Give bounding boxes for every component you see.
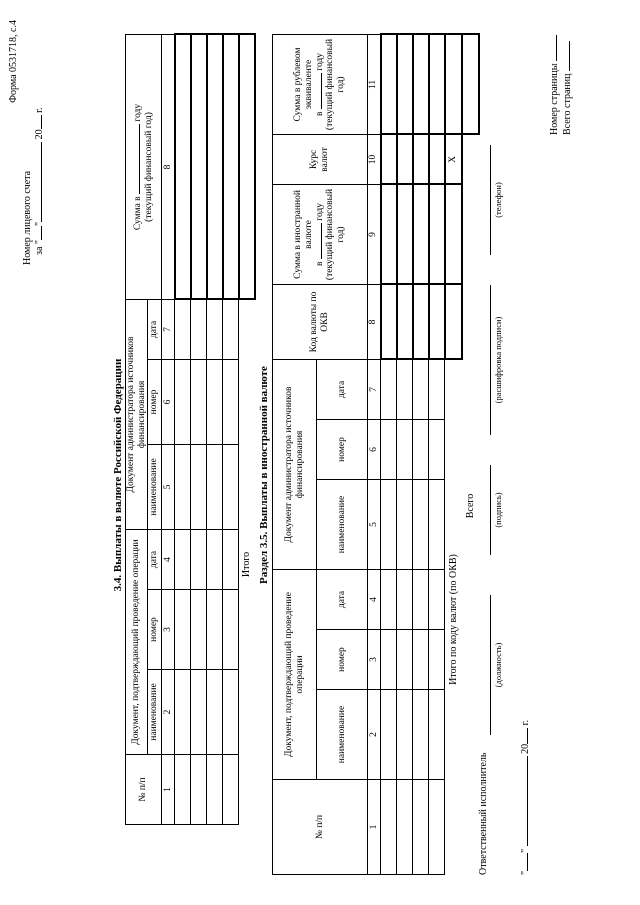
year-suffix: г. — [34, 107, 45, 113]
s35-rub-cell[interactable] — [413, 34, 429, 134]
s34-sum-label: Сумма в — [133, 196, 143, 231]
s35-colnum: 3 — [368, 630, 381, 690]
s35-data-cell[interactable] — [381, 690, 397, 780]
s34-data-cell[interactable] — [191, 359, 207, 444]
account-period-line — [22, 5, 34, 265]
s34-header-admin-name: наименование — [148, 444, 162, 529]
date-year-blank[interactable] — [527, 728, 528, 744]
responsible-label: Ответственный исполнитель — [478, 752, 489, 875]
s34-header-admin-number: номер — [148, 359, 162, 444]
s35-rub-cell[interactable] — [397, 34, 413, 134]
s34-sum-cell[interactable] — [191, 34, 207, 299]
date-day-blank[interactable] — [527, 853, 528, 871]
s35-okv-cell[interactable] — [429, 284, 445, 359]
s35-header-doc-admin: Документ администратора источников финансирования — [273, 359, 317, 569]
s35-header-sum-foreign — [273, 184, 368, 284]
total-pages-row — [562, 5, 574, 135]
s35-data-cell[interactable] — [381, 630, 397, 690]
signature-caption: (подпись) — [493, 492, 503, 528]
s35-data-cell[interactable] — [413, 359, 429, 419]
s35-data-cell[interactable] — [397, 419, 413, 479]
decode-caption: (расшифровка подписи) — [493, 316, 503, 404]
s35-colnum: 4 — [368, 569, 381, 629]
s34-header-doc-op: Документ, подтверждающий проведение операции — [126, 529, 148, 754]
s35-data-cell[interactable] — [429, 479, 445, 569]
position-line[interactable] — [490, 595, 491, 735]
s35-rate-cell[interactable] — [413, 134, 429, 184]
s35-data-cell[interactable] — [397, 780, 413, 875]
s34-data-cell[interactable] — [191, 670, 207, 755]
s34-sum-cell[interactable] — [175, 34, 191, 299]
s35-header-admin-date: дата — [317, 359, 368, 419]
footer-date-line — [520, 575, 532, 875]
phone-line[interactable] — [490, 145, 491, 255]
s35-data-cell[interactable] — [381, 359, 397, 419]
s34-sum-cell[interactable] — [207, 34, 223, 299]
s34-header-date: дата — [148, 529, 162, 589]
s34-data-cell[interactable] — [207, 590, 223, 670]
s35-data-cell[interactable] — [397, 569, 413, 629]
s35-header-num: № п/п — [273, 780, 368, 875]
s35-data-cell[interactable] — [429, 780, 445, 875]
s35-okv-cell[interactable] — [397, 284, 413, 359]
s35-total-rub-cell[interactable] — [445, 34, 462, 134]
s35-foreign-cell[interactable] — [397, 184, 413, 284]
total-pages-label: Всего страниц — [562, 73, 573, 135]
s35-data-cell[interactable] — [413, 780, 429, 875]
s35-header-doc-op: Документ, подтверждающий проведение операции — [273, 569, 317, 779]
s35-rate-cell[interactable] — [381, 134, 397, 184]
s35-foreign-cell[interactable] — [429, 184, 445, 284]
account-label: Номер лицевого счета — [22, 170, 33, 265]
s35-total-okv-label: Итого по коду валют (по ОКВ) — [447, 554, 459, 685]
month-blank[interactable] — [41, 142, 42, 222]
page-number-label: Номер страницы — [549, 63, 560, 135]
s34-data-cell[interactable] — [223, 359, 239, 444]
s35-foreign-cell[interactable] — [381, 184, 397, 284]
form-code: Форма 0531718, с.4 — [8, 20, 19, 103]
s34-data-cell[interactable] — [191, 590, 207, 670]
s34-total-cell[interactable] — [239, 34, 255, 299]
s34-year-blank[interactable] — [139, 124, 140, 194]
s34-data-cell[interactable] — [223, 590, 239, 670]
position-caption: (должность) — [493, 642, 503, 688]
s34-sum-sub: (текущий финансовый год) — [143, 112, 154, 222]
s35-sum-foreign-year: году — [314, 202, 325, 221]
s35-data-cell[interactable] — [413, 479, 429, 569]
s34-data-cell[interactable] — [207, 299, 223, 359]
s35-header-admin-name: наименование — [317, 479, 368, 569]
s34-colnum: 7 — [162, 299, 175, 359]
s35-total-x: X — [445, 134, 462, 184]
phone-caption: (телефон) — [493, 182, 503, 218]
s35-okv-cell[interactable] — [413, 284, 429, 359]
s35-colnum: 5 — [368, 479, 381, 569]
s34-colnum: 2 — [162, 670, 175, 755]
s34-data-cell[interactable] — [175, 590, 191, 670]
s35-data-cell[interactable] — [429, 569, 445, 629]
s34-data-cell[interactable] — [191, 299, 207, 359]
period-prefix: за " — [34, 240, 45, 255]
s35-data-cell[interactable] — [397, 359, 413, 419]
s35-header-admin-number: номер — [317, 419, 368, 479]
date-year-prefix: 20 — [520, 743, 531, 754]
s35-foreign-year-blank[interactable] — [321, 223, 322, 259]
s34-total-label: Итого — [241, 551, 253, 578]
s35-header-date: дата — [317, 569, 368, 629]
s34-header-admin-date: дата — [148, 299, 162, 359]
s35-data-cell[interactable] — [397, 479, 413, 569]
s35-grand-total-label: Всего — [464, 493, 476, 519]
section-34-title: 3.4. Выплаты в валюте Российской Федерации — [112, 358, 124, 592]
s35-colnum: 11 — [368, 34, 381, 134]
s35-data-cell[interactable] — [413, 630, 429, 690]
page-number-row — [549, 5, 561, 135]
s35-sum-foreign-sub: (текущий финансовый год) — [325, 188, 346, 281]
period-quote: " — [34, 221, 45, 227]
s34-data-cell[interactable] — [175, 444, 191, 529]
s34-header-name: наименование — [148, 670, 162, 755]
year-blank[interactable] — [41, 115, 42, 129]
s35-colnum: 9 — [368, 184, 381, 284]
s35-header-number: номер — [317, 630, 368, 690]
s34-sum-suffix: году — [133, 103, 143, 122]
s35-data-cell[interactable] — [413, 690, 429, 780]
s34-data-cell[interactable] — [207, 529, 223, 589]
s34-data-cell[interactable] — [223, 444, 239, 529]
s35-colnum: 1 — [368, 780, 381, 875]
s35-rub-cell[interactable] — [381, 34, 397, 134]
decode-line[interactable] — [490, 285, 491, 435]
s35-data-cell[interactable] — [381, 419, 397, 479]
s35-data-cell[interactable] — [413, 419, 429, 479]
s34-data-cell[interactable] — [175, 299, 191, 359]
s35-header-okv: Код валюты по ОКВ — [273, 284, 368, 359]
s35-foreign-cell[interactable] — [413, 184, 429, 284]
s35-header-rate: Курс валют — [273, 134, 368, 184]
s35-rate-cell[interactable] — [397, 134, 413, 184]
section-34-table — [125, 33, 256, 825]
s34-data-cell[interactable] — [207, 359, 223, 444]
s34-colnum: 1 — [162, 755, 175, 825]
s34-sum-cell[interactable] — [223, 34, 239, 299]
s35-header-name: наименование — [317, 690, 368, 780]
s35-sum-foreign-in: в — [314, 261, 325, 266]
period-line — [34, 5, 46, 255]
s35-colnum: 8 — [368, 284, 381, 359]
s35-data-cell[interactable] — [429, 630, 445, 690]
section-35-table — [272, 33, 480, 875]
s35-sum-rub-in: в — [314, 111, 325, 116]
s34-data-cell[interactable] — [207, 444, 223, 529]
s34-data-cell[interactable] — [207, 755, 223, 825]
s34-header-doc-admin: Документ администратора источников финансирования — [126, 299, 148, 529]
date-open-quote: " — [520, 870, 531, 875]
s35-sum-rub-label: Сумма в рублевом эквиваленте — [293, 47, 315, 122]
section-35-title: Раздел 3.5. Выплаты в иностранной валюте — [258, 366, 270, 584]
s35-data-cell[interactable] — [429, 690, 445, 780]
s35-header-sum-rub — [273, 34, 368, 134]
s34-colnum: 8 — [162, 34, 175, 299]
s35-data-cell[interactable] — [381, 479, 397, 569]
s35-colnum: 6 — [368, 419, 381, 479]
s34-colnum: 3 — [162, 590, 175, 670]
s34-data-cell[interactable] — [175, 755, 191, 825]
signature-line[interactable] — [490, 465, 491, 555]
s35-colnum: 7 — [368, 359, 381, 419]
s35-rate-cell[interactable] — [429, 134, 445, 184]
s35-rub-year-blank[interactable] — [321, 73, 322, 109]
s34-colnum: 4 — [162, 529, 175, 589]
s34-data-cell[interactable] — [191, 529, 207, 589]
s34-data-cell[interactable] — [223, 299, 239, 359]
s35-sum-rub-year: году — [314, 52, 325, 71]
s34-data-cell[interactable] — [175, 670, 191, 755]
s35-sum-rub-sub: (текущий финансовый год) — [325, 38, 346, 131]
s34-data-cell[interactable] — [223, 670, 239, 755]
s35-total-okv-cell[interactable] — [445, 284, 462, 359]
s35-data-cell[interactable] — [397, 690, 413, 780]
s35-data-cell[interactable] — [413, 569, 429, 629]
s34-header-number: номер — [148, 590, 162, 670]
s35-data-cell[interactable] — [381, 569, 397, 629]
s35-colnum: 10 — [368, 134, 381, 184]
s34-header-sum — [126, 34, 162, 299]
s34-colnum: 5 — [162, 444, 175, 529]
s35-data-cell[interactable] — [397, 630, 413, 690]
s35-sum-foreign-label: Сумма в иностранной валюте — [293, 190, 315, 279]
s35-data-cell[interactable] — [381, 780, 397, 875]
s35-okv-cell[interactable] — [381, 284, 397, 359]
s35-grand-total-cell[interactable] — [462, 34, 479, 134]
s34-header-num: № п/п — [126, 755, 162, 825]
s35-data-cell[interactable] — [429, 359, 445, 419]
s34-colnum: 6 — [162, 359, 175, 444]
s34-data-cell[interactable] — [207, 670, 223, 755]
total-pages-blank[interactable] — [569, 41, 570, 71]
s34-data-cell[interactable] — [191, 755, 207, 825]
s34-data-cell[interactable] — [175, 529, 191, 589]
year-prefix: 20 — [34, 129, 45, 140]
page-number-blank[interactable] — [556, 35, 557, 61]
date-month-blank[interactable] — [527, 756, 528, 846]
s34-data-cell[interactable] — [223, 755, 239, 825]
s35-total-foreign-cell[interactable] — [445, 184, 462, 284]
date-year-suffix: г. — [520, 719, 531, 726]
date-close-quote: " — [520, 848, 531, 853]
s35-colnum: 2 — [368, 690, 381, 780]
s34-data-cell[interactable] — [175, 359, 191, 444]
s34-data-cell[interactable] — [191, 444, 207, 529]
s35-data-cell[interactable] — [429, 419, 445, 479]
s34-data-cell[interactable] — [223, 529, 239, 589]
day-blank[interactable] — [41, 226, 42, 240]
s35-rub-cell[interactable] — [429, 34, 445, 134]
